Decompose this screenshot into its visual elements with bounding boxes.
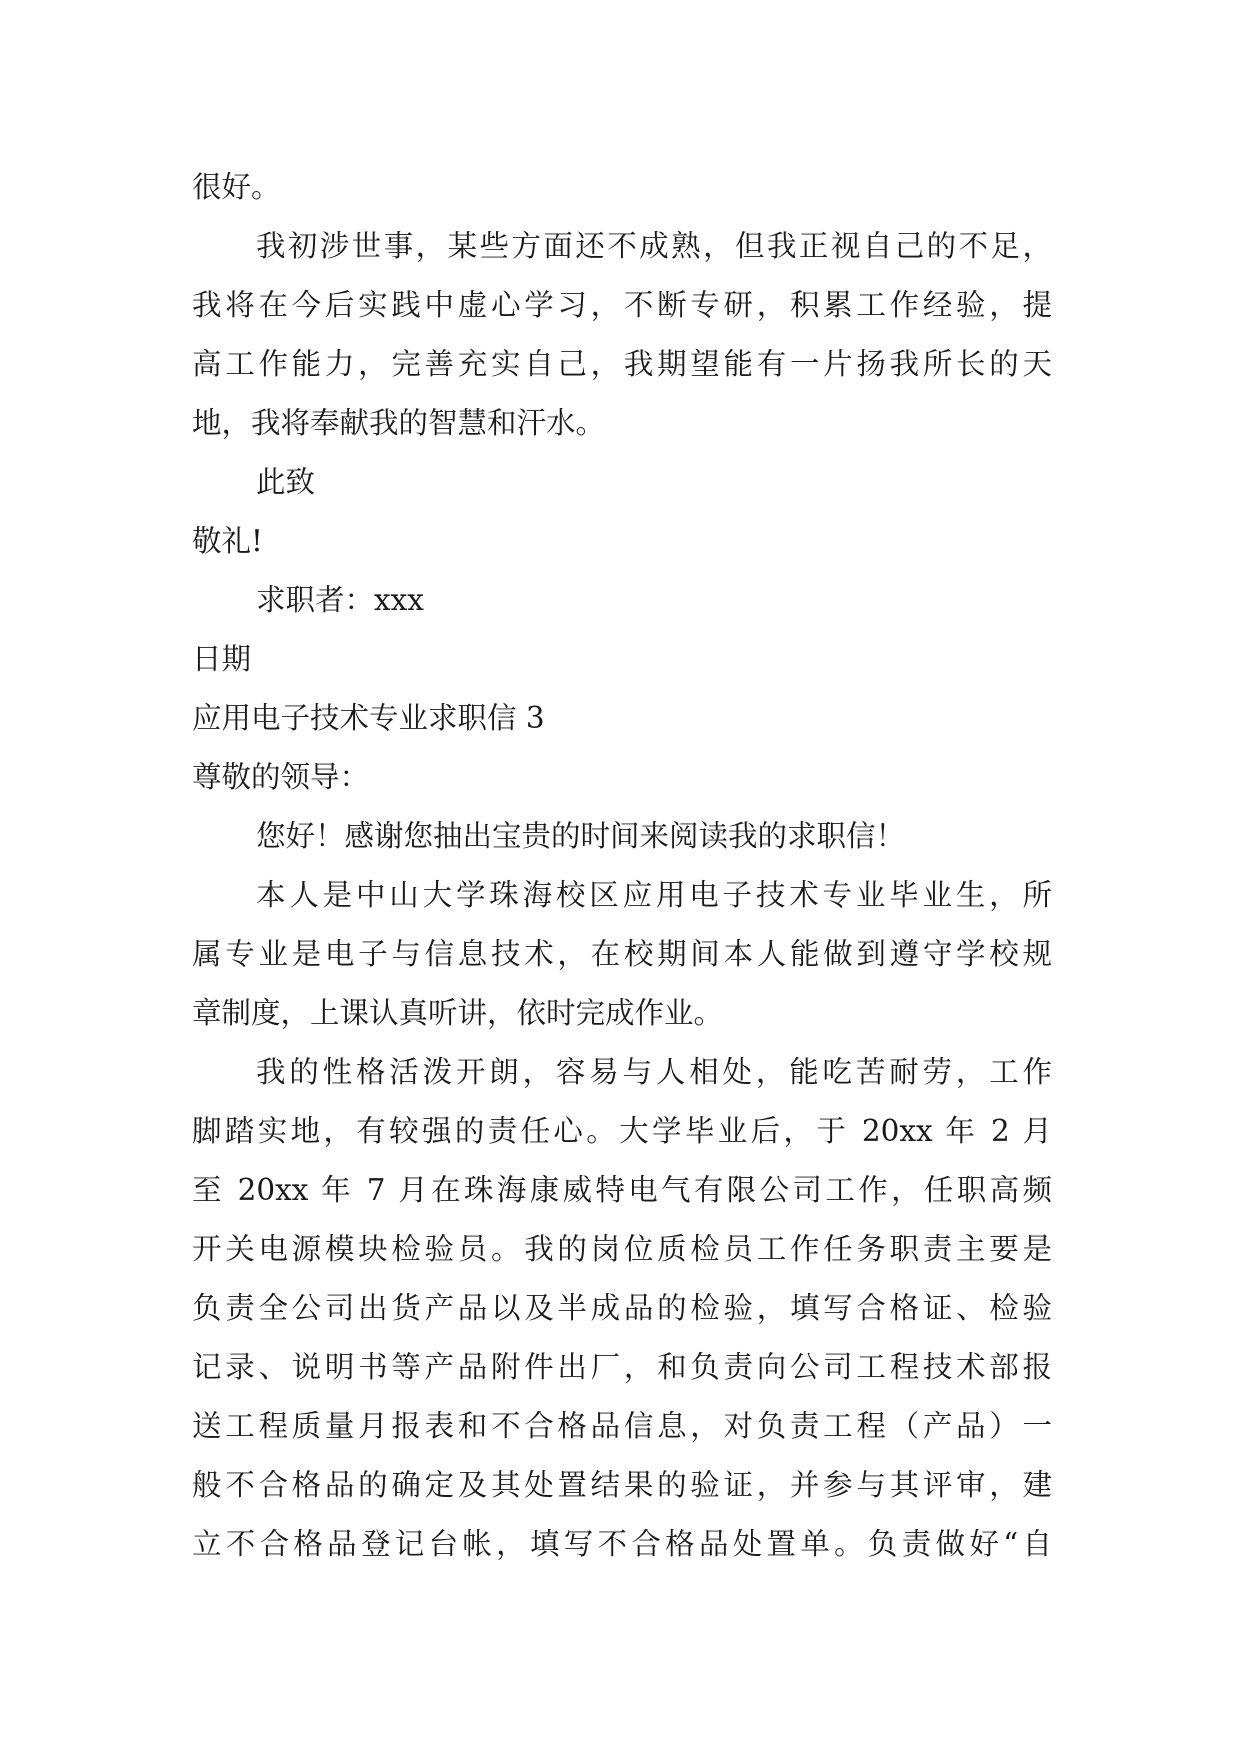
closing-salutation: 此致 (256, 465, 316, 499)
text-line: 您好！感谢您抽出宝贵的时间来阅读我的求职信！ (256, 819, 906, 853)
letter-greeting: 尊敬的领导： (192, 760, 370, 794)
text-line: 本人是中山大学珠海校区应用电子技术专业毕业生，所 (256, 878, 1052, 912)
text-line: 高工作能力，完善充实自己，我期望能有一片扬我所长的天 (192, 347, 1052, 381)
text-line: 很好。 (192, 170, 281, 204)
closing-regards: 敬礼! (192, 524, 263, 558)
text-line: 开关电源模块检验员。我的岗位质检员工作任务职责主要是 (192, 1232, 1052, 1266)
text-line: 负责全公司出货产品以及半成品的检验，填写合格证、检验 (192, 1291, 1052, 1325)
text-line: 记录、说明书等产品附件出厂，和负责向公司工程技术部报 (192, 1350, 1052, 1384)
text-line: 我将在今后实践中虚心学习，不断专研，积累工作经验，提 (192, 288, 1052, 322)
text-line: 我初涉世事，某些方面还不成熟，但我正视自己的不足， (256, 229, 1052, 263)
text-line: 章制度，上课认真听讲，依时完成作业。 (192, 996, 724, 1030)
text-line: 般不合格品的确定及其处置结果的验证，并参与其评审，建 (192, 1468, 1052, 1502)
date-line: 日期 (192, 642, 252, 676)
text-line: 送工程质量月报表和不合格品信息，对负责工程（产品）一 (192, 1409, 1052, 1443)
applicant-signature: 求职者：xxx (256, 583, 424, 617)
text-line: 属专业是电子与信息技术，在校期间本人能做到遵守学校规 (192, 937, 1052, 971)
text-line: 至 20xx 年 7 月在珠海康威特电气有限公司工作，任职高频 (192, 1173, 1052, 1207)
letter-title: 应用电子技术专业求职信 3 (192, 701, 545, 735)
text-line: 脚踏实地，有较强的责任心。大学毕业后，于 20xx 年 2 月 (192, 1114, 1052, 1148)
document-body (192, 158, 1052, 1574)
text-line: 地，我将奉献我的智慧和汗水。 (192, 406, 606, 440)
text-line: 我的性格活泼开朗，容易与人相处，能吃苦耐劳，工作 (256, 1055, 1052, 1089)
text-line: 立不合格品登记台帐，填写不合格品处置单。负责做好“自 (192, 1527, 1052, 1561)
